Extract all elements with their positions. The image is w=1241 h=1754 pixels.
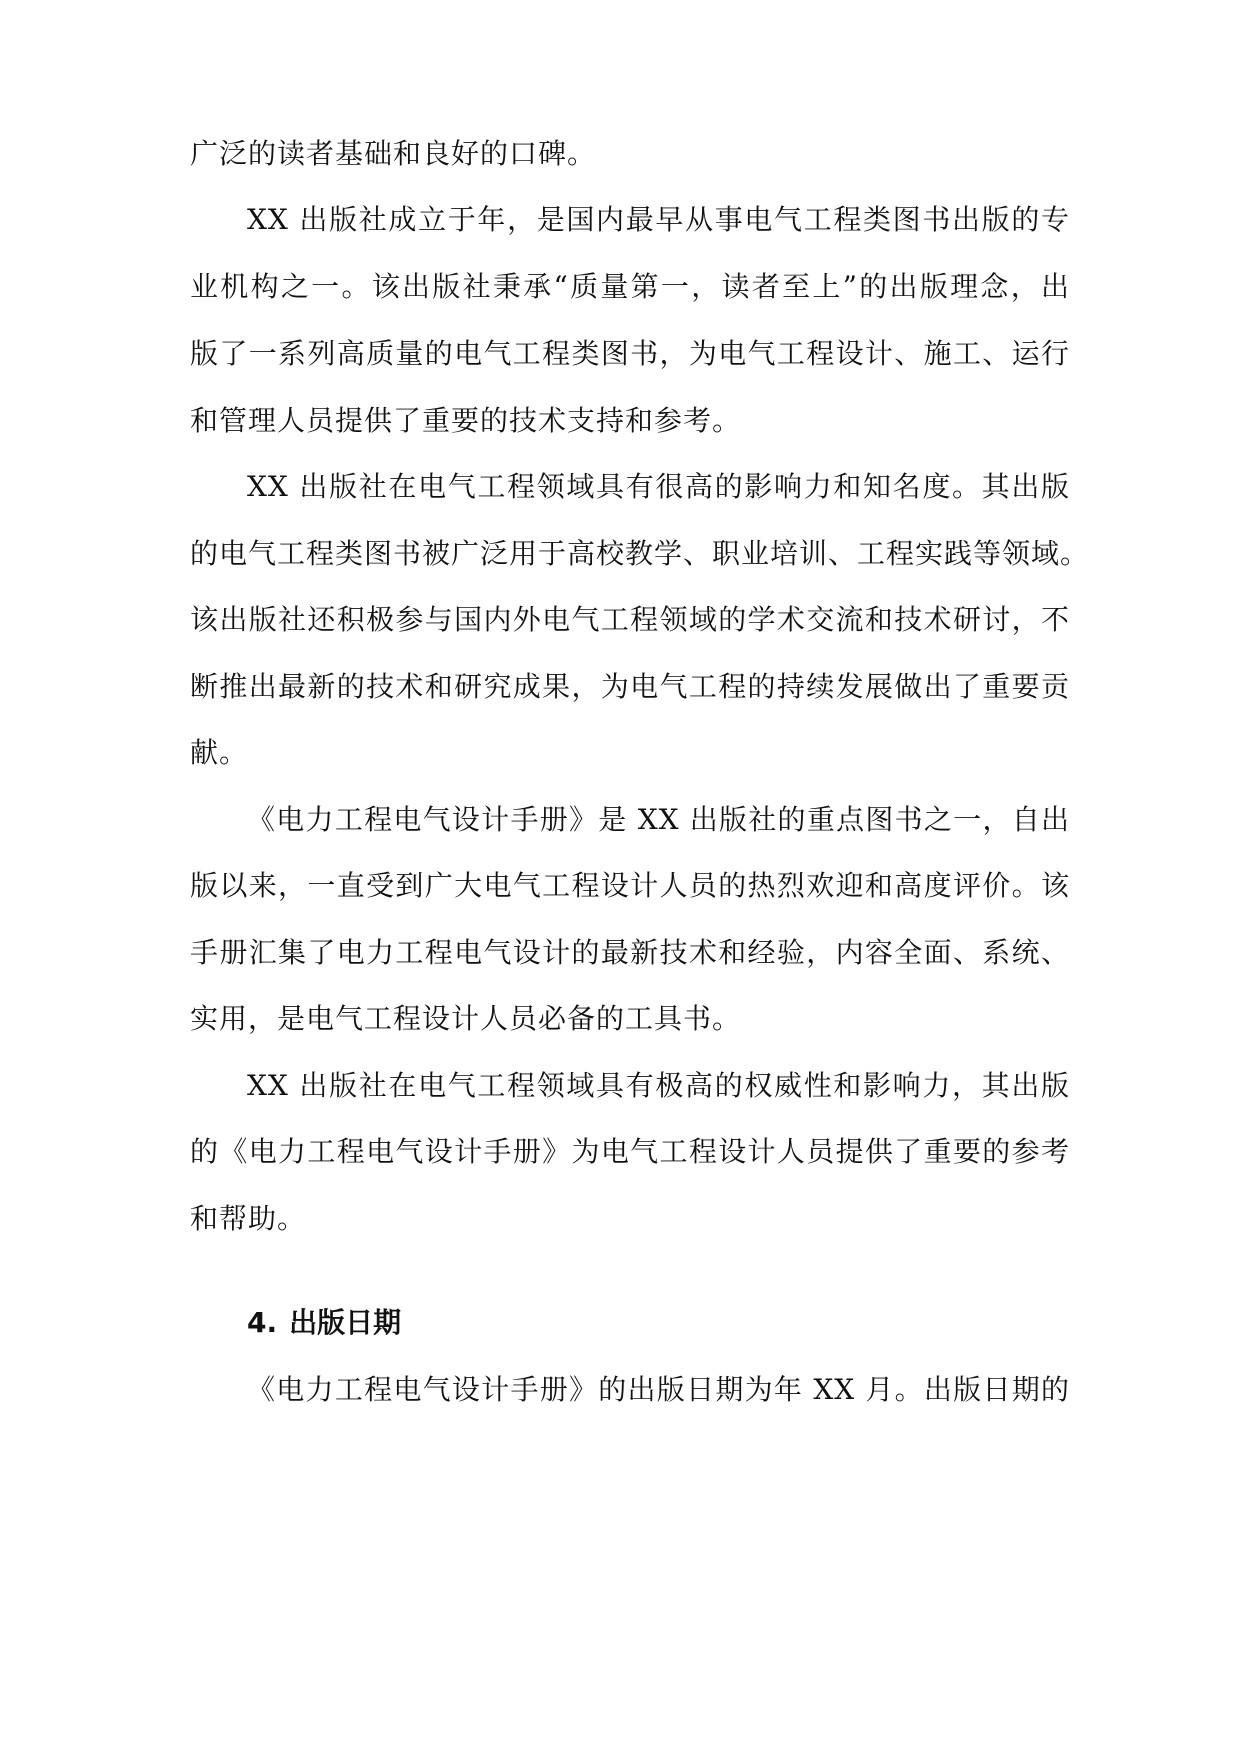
section-number: 4. xyxy=(247,1306,278,1339)
paragraph-line: 业机构之一。该出版社秉承“质量第一，读者至上”的出版理念，出 xyxy=(190,270,1070,303)
paragraph-line: 广泛的读者基础和良好的口碑。 xyxy=(190,137,597,170)
paragraph-line: 手册汇集了电力工程电气设计的最新技术和经验，内容全面、系统、 xyxy=(190,936,1070,969)
paragraph-line: 版了一系列高质量的电气工程类图书，为电气工程设计、施工、运行 xyxy=(190,337,1070,370)
paragraph-line: 和帮助。 xyxy=(190,1202,307,1235)
paragraph-line: 版以来，一直受到广大电气工程设计人员的热烈欢迎和高度评价。该 xyxy=(190,869,1070,902)
paragraph-line: 该出版社还积极参与国内外电气工程领域的学术交流和技术研讨，不 xyxy=(190,603,1070,636)
paragraph-line: 《电力工程电气设计手册》的出版日期为年 XX 月。出版日期的 xyxy=(247,1373,1070,1406)
section-title: 出版日期 xyxy=(289,1306,402,1339)
section-heading xyxy=(247,1303,401,1343)
paragraph-line: XX 出版社成立于年，是国内最早从事电气工程类图书出版的专 xyxy=(247,203,1070,236)
paragraph-line: XX 出版社在电气工程领域具有很高的影响力和知名度。其出版 xyxy=(247,470,1070,503)
paragraph-line: 的电气工程类图书被广泛用于高校教学、职业培训、工程实践等领域。 xyxy=(190,537,1090,570)
paragraph-line: 断推出最新的技术和研究成果，为电气工程的持续发展做出了重要贡 xyxy=(190,670,1070,703)
paragraph-line: 实用，是电气工程设计人员必备的工具书。 xyxy=(190,1002,742,1035)
paragraph-line: XX 出版社在电气工程领域具有极高的权威性和影响力，其出版 xyxy=(247,1069,1070,1102)
paragraph-line: 《电力工程电气设计手册》是 XX 出版社的重点图书之一，自出 xyxy=(247,803,1070,836)
paragraph-line: 献。 xyxy=(190,736,249,769)
paragraph-line: 和管理人员提供了重要的技术支持和参考。 xyxy=(190,404,742,437)
paragraph-line: 的《电力工程电气设计手册》为电气工程设计人员提供了重要的参考 xyxy=(190,1135,1070,1168)
